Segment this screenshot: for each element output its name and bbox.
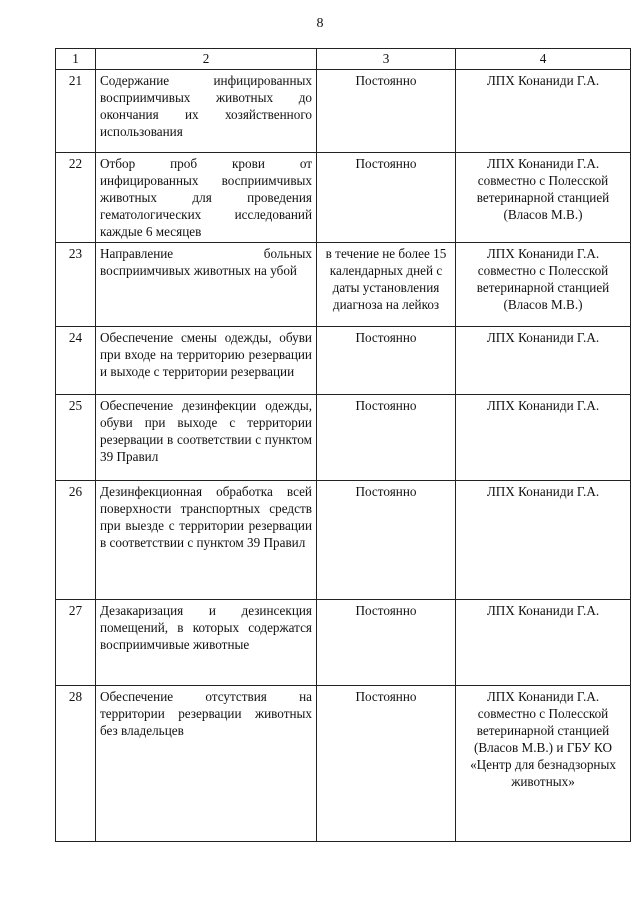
term-cell: Постоянно bbox=[317, 686, 456, 842]
responsible-cell: ЛПХ Конаниди Г.А. bbox=[456, 481, 631, 600]
row-number: 24 bbox=[56, 327, 96, 395]
term-cell: Постоянно bbox=[317, 70, 456, 153]
column-header: 3 bbox=[317, 49, 456, 70]
action-cell: Дезинфекционная обработка всей поверхности транспортных средств при выезде с территории резервации в соответствии с пунктом 39 Правил bbox=[96, 481, 317, 600]
table-row bbox=[56, 243, 631, 327]
table-row bbox=[56, 481, 631, 600]
table-row bbox=[56, 395, 631, 481]
action-cell: Дезакаризация и дезинсекция помещений, в которых содержатся восприимчивые животные bbox=[96, 600, 317, 686]
table-row bbox=[56, 686, 631, 842]
row-number: 22 bbox=[56, 153, 96, 243]
header-row bbox=[56, 49, 631, 70]
row-number: 27 bbox=[56, 600, 96, 686]
action-cell: Отбор проб крови от инфицированных восприимчивых животных для проведения гематологических исследований каждые 6 месяцев bbox=[96, 153, 317, 243]
column-header: 2 bbox=[96, 49, 317, 70]
column-header: 4 bbox=[456, 49, 631, 70]
table-row bbox=[56, 327, 631, 395]
term-cell: Постоянно bbox=[317, 395, 456, 481]
action-cell: Обеспечение смены одежды, обуви при входе на территорию резервации и выходе с территории резервации bbox=[96, 327, 317, 395]
table-row bbox=[56, 600, 631, 686]
action-cell: Содержание инфицированных восприимчивых животных до окончания их хозяйственного использования bbox=[96, 70, 317, 153]
table-row bbox=[56, 70, 631, 153]
responsible-cell: ЛПХ Конаниди Г.А. совместно с Полесской ветеринарной станцией (Власов М.В.) и ГБУ КО «Центр для безнадзорных животных» bbox=[456, 686, 631, 842]
row-number: 21 bbox=[56, 70, 96, 153]
action-cell: Обеспечение дезинфекции одежды, обуви при выходе с территории резервации в соответствии с пунктом 39 Правил bbox=[96, 395, 317, 481]
term-cell: Постоянно bbox=[317, 153, 456, 243]
term-cell: в течение не более 15 календарных дней с даты установления диагноза на лейкоз bbox=[317, 243, 456, 327]
row-number: 26 bbox=[56, 481, 96, 600]
row-number: 25 bbox=[56, 395, 96, 481]
responsible-cell: ЛПХ Конаниди Г.А. bbox=[456, 395, 631, 481]
measures-table bbox=[55, 48, 631, 842]
term-cell: Постоянно bbox=[317, 600, 456, 686]
action-cell: Обеспечение отсутствия на территории резервации животных без владельцев bbox=[96, 686, 317, 842]
term-cell: Постоянно bbox=[317, 327, 456, 395]
responsible-cell: ЛПХ Конаниди Г.А. совместно с Полесской ветеринарной станцией (Власов М.В.) bbox=[456, 153, 631, 243]
table-row bbox=[56, 153, 631, 243]
term-cell: Постоянно bbox=[317, 481, 456, 600]
responsible-cell: ЛПХ Конаниди Г.А. bbox=[456, 600, 631, 686]
row-number: 28 bbox=[56, 686, 96, 842]
action-cell: Направление больных восприимчивых животных на убой bbox=[96, 243, 317, 327]
responsible-cell: ЛПХ Конаниди Г.А. bbox=[456, 70, 631, 153]
responsible-cell: ЛПХ Конаниди Г.А. совместно с Полесской ветеринарной станцией (Власов М.В.) bbox=[456, 243, 631, 327]
row-number: 23 bbox=[56, 243, 96, 327]
column-header: 1 bbox=[56, 49, 96, 70]
responsible-cell: ЛПХ Конаниди Г.А. bbox=[456, 327, 631, 395]
page-number: 8 bbox=[316, 16, 324, 31]
